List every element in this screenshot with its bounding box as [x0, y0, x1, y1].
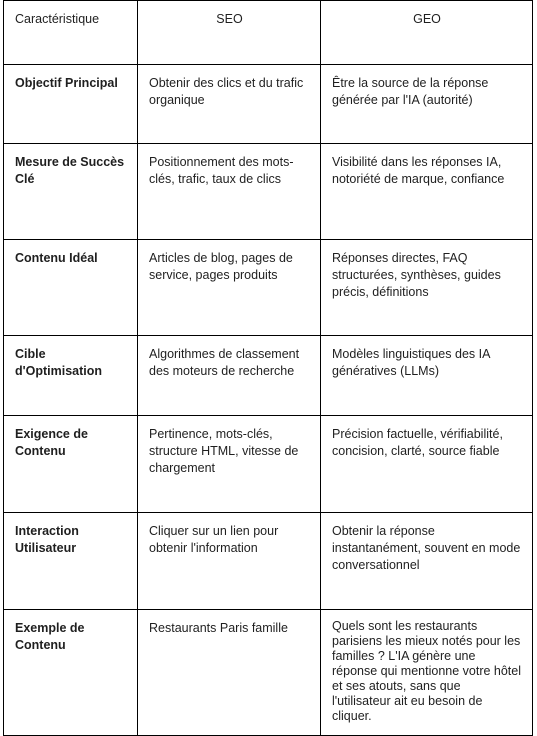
comparison-table [3, 0, 533, 736]
geo-cell: Visibilité dans les réponses IA, notoriété de marque, confiance [321, 144, 533, 240]
seo-cell: Articles de blog, pages de service, pages produits [138, 240, 321, 336]
header-seo: SEO [138, 1, 321, 65]
row-label: Exigence de Contenu [4, 416, 138, 513]
table-row [4, 416, 533, 513]
seo-cell: Cliquer sur un lien pour obtenir l'information [138, 513, 321, 610]
geo-cell: Modèles linguistiques des IA génératives (LLMs) [321, 336, 533, 416]
header-geo: GEO [321, 1, 533, 65]
table-row [4, 610, 533, 736]
seo-cell: Obtenir des clics et du trafic organique [138, 65, 321, 144]
row-label: Interaction Utilisateur [4, 513, 138, 610]
table-header-row [4, 1, 533, 65]
table-row [4, 336, 533, 416]
seo-cell: Positionnement des mots-clés, trafic, taux de clics [138, 144, 321, 240]
table-row [4, 144, 533, 240]
row-label: Contenu Idéal [4, 240, 138, 336]
geo-cell: Précision factuelle, vérifiabilité, concision, clarté, source fiable [321, 416, 533, 513]
geo-cell: Être la source de la réponse générée par l'IA (autorité) [321, 65, 533, 144]
geo-cell: Obtenir la réponse instantanément, souvent en mode conversationnel [321, 513, 533, 610]
geo-cell: Réponses directes, FAQ structurées, synthèses, guides précis, définitions [321, 240, 533, 336]
row-label: Exemple de Contenu [4, 610, 138, 736]
seo-cell: Algorithmes de classement des moteurs de recherche [138, 336, 321, 416]
geo-cell: Quels sont les restaurants parisiens les mieux notés pour les familles ? L'IA génère une réponse qui mentionne votre hôtel et ses atouts, sans que l'utilisateur ait eu besoin de cliquer. [321, 610, 533, 736]
seo-cell: Restaurants Paris famille [138, 610, 321, 736]
table-row [4, 65, 533, 144]
seo-cell: Pertinence, mots-clés, structure HTML, vitesse de chargement [138, 416, 321, 513]
row-label: Objectif Principal [4, 65, 138, 144]
table-row [4, 513, 533, 610]
table-row [4, 240, 533, 336]
row-label: Mesure de Succès Clé [4, 144, 138, 240]
header-characteristic: Caractéristique [4, 1, 138, 65]
row-label: Cible d'Optimisation [4, 336, 138, 416]
